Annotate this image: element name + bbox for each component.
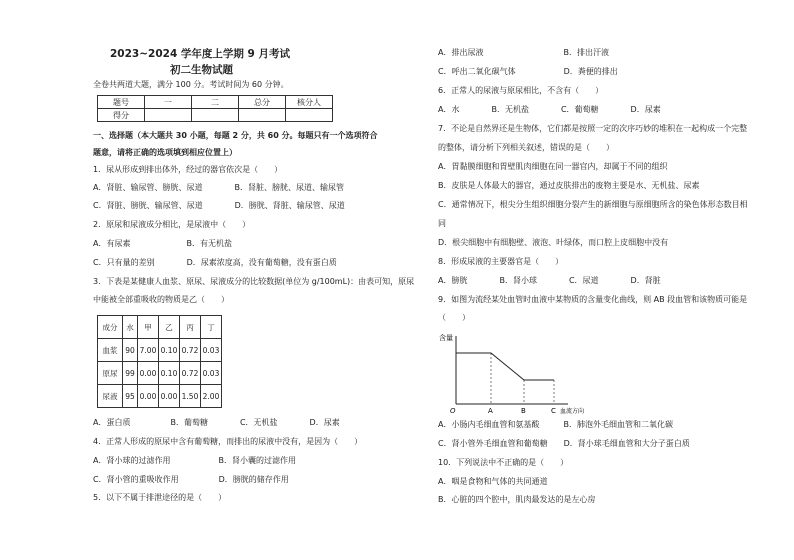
question-line: A．有尿素 B．有无机盐	[93, 239, 232, 248]
table-header-cell: 甲	[138, 316, 159, 339]
question-line: A．水 B．无机盐 C．葡萄糖 D．尿素	[438, 105, 661, 114]
exam-subtitle: 初二生物试题	[170, 64, 233, 76]
table-cell: 0.72	[180, 339, 201, 362]
question-line: C．呼出二氧化碳气体 D．粪便的排出	[438, 67, 618, 76]
score-cell: 一	[145, 96, 192, 109]
question-line: C．肾小管的重吸收作用 D．膀胱的储存作用	[93, 475, 289, 484]
question-line: A．肾脏、输尿管、膀胱、尿道 B．肾脏、膀胱、尿道、输尿管	[93, 183, 344, 192]
table-cell: 0.00	[138, 385, 159, 408]
graph-ylabel: 含量	[439, 334, 453, 342]
table-header-cell: 乙	[159, 316, 180, 339]
section-heading: 一、选择题（本大题共 30 小题，每题 2 分，共 60 分。每题只有一个选项符合	[93, 131, 378, 140]
table-cell: 尿液	[98, 385, 123, 408]
graph-point-b: B	[521, 407, 526, 415]
table-cell: 血浆	[98, 339, 123, 362]
question-line: A．肾小球的过滤作用 B．肾小囊的过滤作用	[93, 456, 296, 465]
score-cell	[145, 109, 192, 122]
table-cell: 0.10	[159, 339, 180, 362]
content-curve	[456, 353, 554, 380]
table-header-cell: 丁	[201, 316, 222, 339]
score-table	[97, 95, 333, 122]
table-cell: 0.72	[180, 362, 201, 385]
score-cell: 题号	[98, 96, 145, 109]
section-heading: 题意，请将正确的选项填到相应位置上）	[93, 148, 237, 157]
question-line: （ ）	[438, 313, 470, 322]
question-line: 的整体，请分析下列相关叙述，错误的是（ ）	[438, 143, 614, 152]
question-line: A．排出尿液 B．排出汗液	[438, 48, 609, 57]
question-line: 7．不论是自然界还是生物体，它们都是按照一定的次序巧妙的堆积在一起构成一个完整	[438, 124, 748, 133]
table-cell: 7.00	[138, 339, 159, 362]
question-line: D．根尖细胞中有细胞壁、液泡、叶绿体，而口腔上皮细胞中没有	[438, 238, 669, 247]
question-line: 10．下列说法中不正确的是（ ）	[438, 458, 569, 467]
question-line: C．只有量的差别 D．尿素浓度高，没有葡萄糖，没有蛋白质	[93, 258, 337, 267]
question-line: B．皮肤是人体最大的器官，通过皮肤排出的废物主要是水、无机盐、尿素	[438, 181, 700, 190]
question-line: 同	[438, 219, 446, 228]
table-cell: 95	[123, 385, 138, 408]
question-line: 1．尿从形成到排出体外，经过的器官依次是（ ）	[93, 165, 283, 174]
score-cell	[192, 109, 239, 122]
composition-table	[97, 315, 222, 408]
question-line: A．咽是食物和气体的共同通道	[438, 477, 548, 486]
table-header-cell: 丙	[180, 316, 201, 339]
score-cell: 二	[192, 96, 239, 109]
score-cell: 核分人	[286, 96, 333, 109]
question-line: 4．正常人形成的原尿中含有葡萄糖，而排出的尿液中没有，是因为（ ）	[93, 437, 363, 446]
table-cell: 0.00	[159, 385, 180, 408]
table-cell: 0.03	[201, 339, 222, 362]
question-line: A．蛋白质 B．葡萄糖 C．无机盐 D．尿素	[93, 418, 340, 427]
question-line: A．膀胱 B．肾小球 C．尿道 D．肾脏	[438, 276, 661, 285]
score-cell: 总分	[239, 96, 286, 109]
score-cell: 得分	[98, 109, 145, 122]
question-line: 5．以下不属于排泄途径的是（ ）	[93, 493, 227, 502]
question-line: 2．原尿和尿液成分相比，是尿液中（ ）	[93, 220, 251, 229]
graph-point-a: A	[488, 407, 493, 415]
table-cell: 99	[123, 362, 138, 385]
score-cell	[239, 109, 286, 122]
table-cell: 2.00	[201, 385, 222, 408]
question-line: 8．形成尿液的主要器官是（ ）	[438, 257, 564, 266]
question-line: 3．下表是某健康人血浆、原尿、尿液成分的比较数据(单位为 g/100mL)：由表可知，原尿	[93, 277, 415, 286]
content-graph	[438, 326, 598, 416]
table-cell: 1.50	[180, 385, 201, 408]
question-line: 9．如图为流经某处血管时血液中某物质的含量变化曲线，则 AB 段血管和该物质可能是	[438, 295, 748, 304]
table-cell: 90	[123, 339, 138, 362]
question-line: C．通常情况下，根尖分生组织细胞分裂产生的新细胞与原细胞所含的染色体形态数目相	[438, 200, 748, 209]
table-cell: 0.03	[201, 362, 222, 385]
table-cell: 0.00	[138, 362, 159, 385]
graph-point-c: C	[551, 407, 556, 415]
question-line: B．心脏的四个腔中，肌肉最发达的是左心房	[438, 495, 596, 504]
score-cell	[286, 109, 333, 122]
table-cell: 原尿	[98, 362, 123, 385]
graph-origin: O	[450, 407, 456, 415]
question-line: C．肾小管外毛细血管和葡萄糖 D．肾小球毛细血管和大分子蛋白质	[438, 439, 690, 448]
table-header-cell: 水	[123, 316, 138, 339]
question-line: 中能被全部重吸收的物质是乙（ ）	[93, 295, 229, 304]
question-line: A．小肠内毛细血管和氨基酸 B．肺泡外毛细血管和二氧化碳	[438, 420, 673, 429]
graph-xlabel: 血流方向	[560, 408, 585, 415]
question-line: 6．正常人的尿液与原尿相比，不含有（ ）	[438, 86, 604, 95]
exam-title: 2023~2024 学年度上学期 9 月考试	[110, 48, 291, 60]
exam-info: 全卷共两道大题，满分 100 分。考试时间为 60 分钟。	[93, 80, 289, 89]
table-header-cell: 成分	[98, 316, 123, 339]
question-line: A．胃黏膜细胞和胃壁肌肉细胞在同一器官内，却属于不同的组织	[438, 162, 668, 171]
question-line: C．肾脏、膀胱、输尿管、尿道 D．膀胱、肾脏、输尿管、尿道	[93, 201, 345, 210]
table-cell: 0.10	[159, 362, 180, 385]
